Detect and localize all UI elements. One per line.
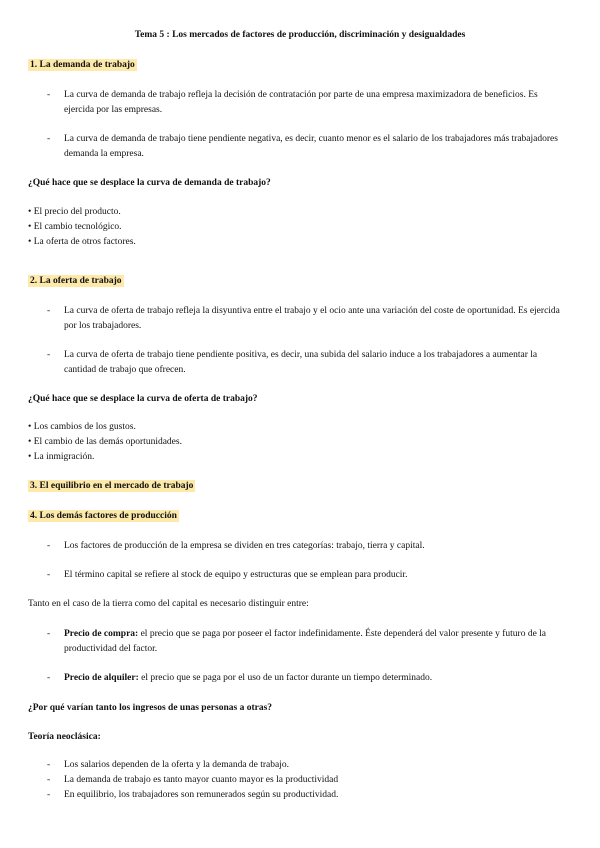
theory-item: En equilibrio, los trabajadores son remunerados según su productividad.: [64, 790, 339, 800]
question-heading-1: ¿Qué hace que se desplace la curva de demanda de trabajo?: [28, 178, 271, 188]
definition-item: [64, 671, 564, 686]
factor-item: • Los cambios de los gustos.: [28, 422, 136, 432]
factor-item: • La inmigración.: [28, 452, 95, 462]
factor-item: • El cambio de las demás oportunidades.: [28, 437, 182, 447]
section-heading-1: [28, 58, 137, 73]
intro-paragraph: Tanto en el caso de la tierra como del capital es necesario distinguir entre:: [28, 599, 309, 609]
bullet-dash: -: [47, 775, 51, 785]
theory-item: Los salarios dependen de la oferta y la demanda de trabajo.: [64, 760, 290, 770]
section-heading-4: [28, 509, 179, 524]
paragraph-item: El término capital se refiere al stock de equipo y estructuras que se emplean para producir.: [64, 570, 408, 580]
theory-heading: Teoría neoclásica:: [28, 732, 101, 742]
definition-term: Precio de alquiler:: [64, 673, 139, 683]
section-heading-4-text: 4. Los demás factores de producción: [30, 511, 177, 521]
bullet-dash: -: [47, 570, 51, 580]
paragraph-item: La curva de oferta de trabajo tiene pendiente positiva, es decir, una subida del salario induce a los trabajadores a aumentar la cantidad de trabajo que ofrecen.: [64, 350, 538, 375]
bullet-dash: -: [47, 673, 51, 683]
section-heading-2: [28, 274, 124, 289]
section-heading-3: [28, 479, 195, 494]
definition-text: el precio que se paga por el uso de un factor durante un tiempo determinado.: [138, 673, 433, 683]
factor-item: • La oferta de otros factores.: [28, 237, 136, 247]
theory-item: La demanda de trabajo es tanto mayor cuanto mayor es la productividad: [64, 775, 339, 785]
paragraph-item: La curva de demanda de trabajo refleja la decisión de contratación por parte de una empresa maximizadora de beneficios. Es ejercida por las empresas.: [64, 90, 538, 115]
bullet-dash: -: [47, 134, 51, 144]
paragraph-item: La curva de oferta de trabajo refleja la disyuntiva entre el trabajo y el ocio ante una variación del coste de oportunidad. Es ejercida por los trabajadores.: [64, 306, 560, 331]
definition-item: [64, 627, 564, 656]
question-heading-3: ¿Por qué varían tanto los ingresos de unas personas a otras?: [28, 703, 273, 713]
section-heading-2-text: 2. La oferta de trabajo: [30, 276, 122, 286]
section-heading-1-text: 1. La demanda de trabajo: [30, 60, 135, 70]
paragraph-item: La curva de demanda de trabajo tiene pendiente negativa, es decir, cuanto menor es el salario de los trabajadores más trabajadores demanda la empresa.: [64, 134, 558, 159]
factor-item: • El cambio tecnológico.: [28, 222, 122, 232]
bullet-dash: -: [47, 350, 51, 360]
section-heading-3-text: 3. El equilibrio en el mercado de trabajo: [30, 481, 194, 491]
definition-term: Precio de compra:: [64, 629, 139, 639]
page-title: Tema 5 : Los mercados de factores de producción, discriminación y desigualdades: [134, 30, 466, 40]
paragraph-item: Los factores de producción de la empresa se dividen en tres categorías: trabajo, tierra y capital.: [64, 541, 425, 551]
question-heading-2: ¿Qué hace que se desplace la curva de oferta de trabajo?: [28, 394, 258, 404]
definition-text: el precio que se paga por poseer el factor indefinidamente. Éste dependerá del valor presente y futuro de la productividad del factor.: [64, 629, 547, 654]
bullet-dash: -: [47, 306, 51, 316]
bullet-dash: -: [47, 541, 51, 551]
bullet-dash: -: [47, 629, 51, 639]
bullet-dash: -: [47, 760, 51, 770]
factor-item: • El precio del producto.: [28, 207, 121, 217]
bullet-dash: -: [47, 90, 51, 100]
bullet-dash: -: [47, 790, 51, 800]
